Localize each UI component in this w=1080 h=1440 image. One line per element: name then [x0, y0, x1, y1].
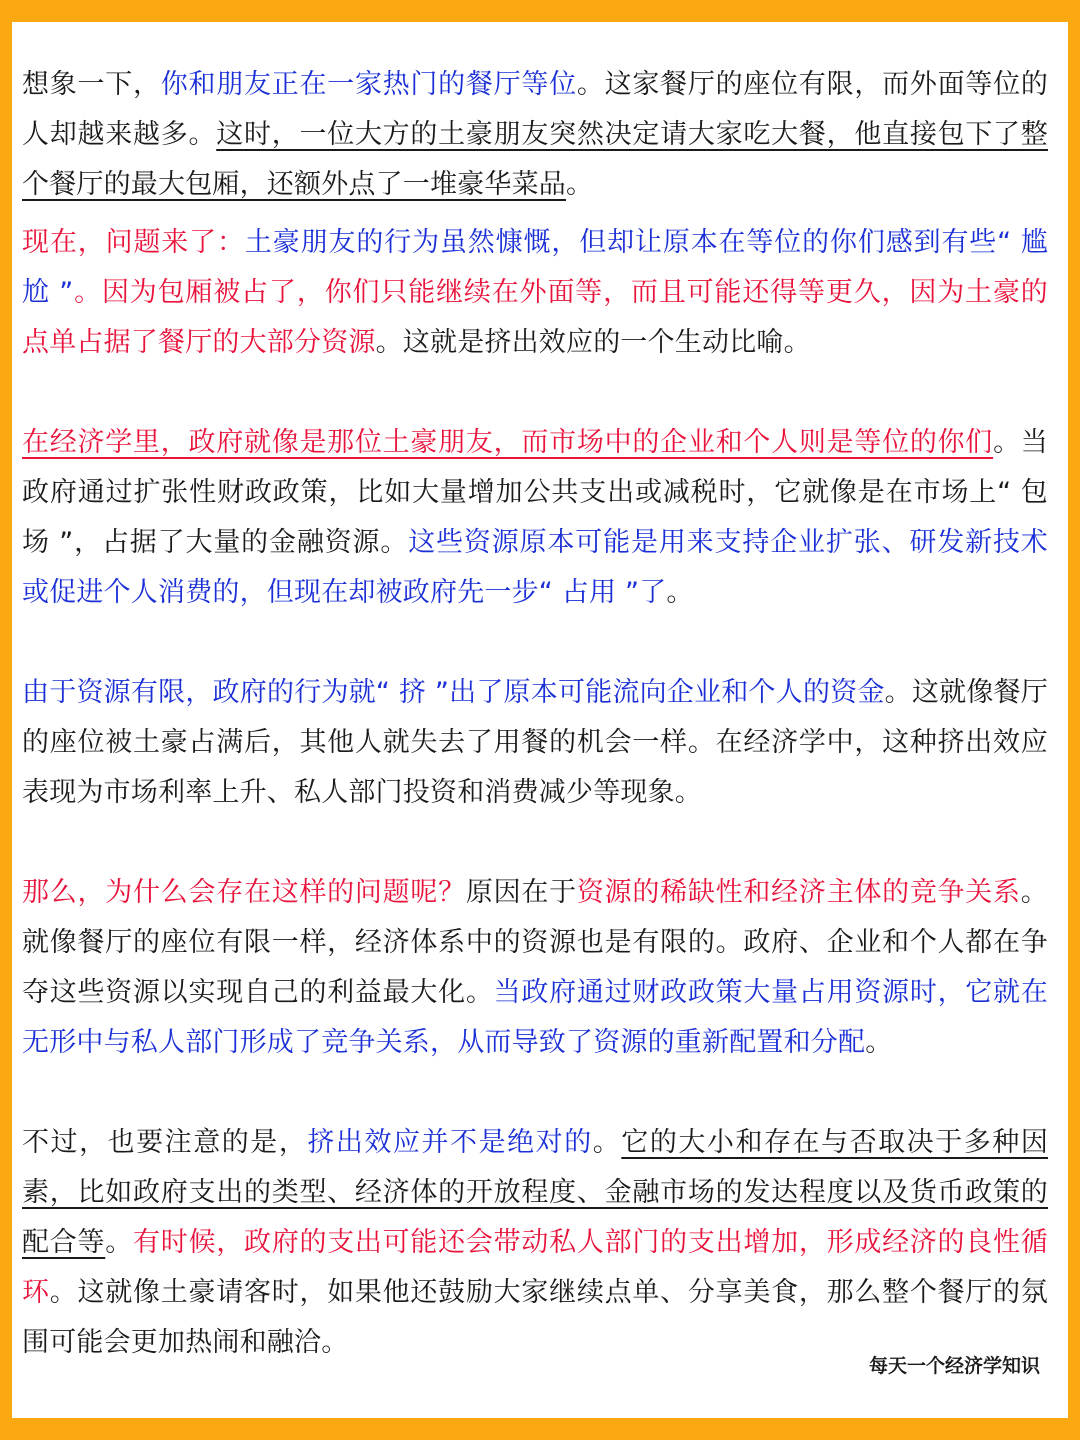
p2-highlight-blue: 土豪朋友的行为虽然慷慨，但却让原本在等位的你们感到有些“ 尴尬 ” [22, 227, 1048, 308]
p1-underline: 这时，一位大方的土豪朋友突然决定请大家吃大餐，他直接包下了整个餐厅的最大包厢，还额外点了一堆豪华菜品 [22, 119, 1049, 200]
p6-text-3: 。 [105, 1227, 133, 1258]
p4-text: 。这就像餐厅的座位被土豪占满后，其他人就失去了用餐的机会一样。在经济学中，这种挤出效应表现为市场利率上升、私人部门投资和消费减少等现象。 [22, 677, 1048, 808]
p3-highlight-red-underline: 在经济学里，政府就像是那位土豪朋友，而市场中的企业和个人则是等位的你们 [22, 427, 994, 458]
p3-text-1: 。当政府通过扩张性财政政策，比如大量增加公共支出或减税时，它就像是在市场上“ 包场 ”，占据了大量的金融资源。 [22, 427, 1049, 558]
p5-text-1: 原因在于 [465, 877, 577, 908]
article-card [12, 22, 1068, 1418]
paragraph-2 [22, 218, 1048, 368]
p2-highlight-red-2: 。因为包厢被占了，你们只能继续在外面等，而且可能还得等更久，因为土豪的点单占据了餐厅的大部分资源 [22, 277, 1049, 358]
p5-highlight-blue: 当政府通过财政政策大量占用资源时，它就在无形中与私人部门形成了竞争关系，从而导致了资源的重新配置和分配 [22, 977, 1048, 1058]
p6-highlight-blue: 挤出效应并不是绝对的 [307, 1127, 593, 1158]
paragraph-5 [22, 868, 1048, 1068]
footer-signature: 每天一个经济学知识 [868, 1355, 1040, 1377]
p3-highlight-blue: 这些资源原本可能是用来支持企业扩张、研发新技术或促进个人消费的，但现在却被政府先一步“ 占用 ”了 [22, 527, 1048, 608]
p5-text-2: 。就像餐厅的座位有限一样，经济体系中的资源也是有限的。政府、企业和个人都在争夺这些资源以实现自己的利益最大化。 [22, 877, 1048, 1008]
paragraph-6 [22, 1118, 1048, 1368]
p2-text: 。这就是挤出效应的一个生动比喻。 [375, 327, 811, 358]
p1-text-3: 。 [566, 169, 594, 200]
paragraph-3 [22, 418, 1048, 618]
p1-text-2: 。这家餐厅的座位有限，而外面等位的人却越来越多。 [22, 69, 1049, 150]
p5-text-3: 。 [865, 1027, 893, 1058]
paragraph-4 [22, 668, 1048, 818]
p6-text-4: 。这就像土豪请客时，如果他还鼓励大家继续点单、分享美食，那么整个餐厅的氛围可能会更加热闹和融洽。 [22, 1277, 1048, 1358]
p4-highlight-blue: 由于资源有限，政府的行为就“ 挤 ”出了原本可能流向企业和个人的资金 [22, 677, 885, 708]
p1-text-1: 想象一下， [22, 69, 161, 100]
p5-highlight-red-1: 那么，为什么会存在这样的问题呢？ [22, 877, 466, 908]
p6-text-2: 。 [592, 1127, 622, 1158]
p2-highlight-red-1: 现在，问题来了： [22, 227, 245, 258]
paragraph-1 [22, 60, 1048, 210]
p3-text-2: 。 [666, 577, 694, 608]
p1-highlight-blue: 你和朋友正在一家热门的餐厅等位 [160, 69, 577, 100]
p6-text-1: 不过，也要注意的是， [22, 1127, 308, 1158]
p5-highlight-red-2: 资源的稀缺性和经济主体的竞争关系 [576, 877, 1021, 908]
p6-highlight-red: 有时候，政府的支出可能还会带动私人部门的支出增加，形成经济的良性循环 [22, 1227, 1048, 1308]
p6-underline: 它的大小和存在与否取决于多种因素，比如政府支出的类型、经济体的开放程度、金融市场的发达程度以及货币政策的配合等 [22, 1127, 1049, 1258]
